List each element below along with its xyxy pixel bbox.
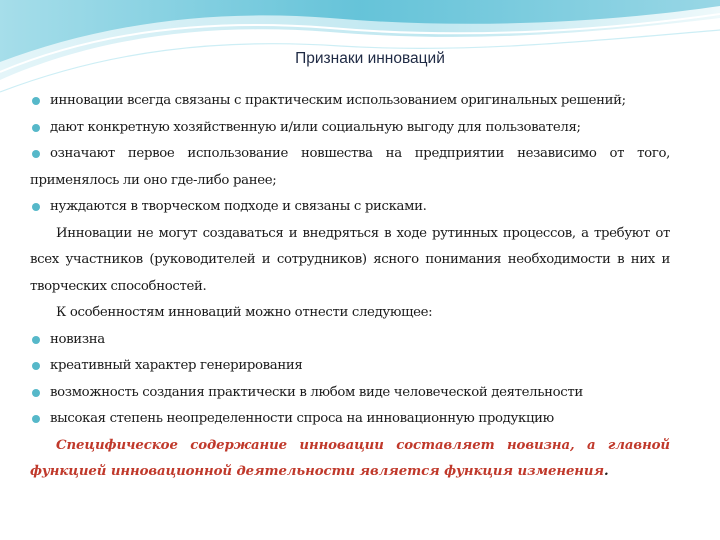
bullet-icon xyxy=(32,336,40,344)
list-item: креативный характер генерирования xyxy=(30,353,670,380)
list-item: новизна xyxy=(30,327,670,354)
slide-body xyxy=(30,88,670,486)
bullet-icon xyxy=(32,203,40,211)
list-item: нуждаются в творческом подходе и связаны с рисками. xyxy=(30,194,670,221)
bullet-icon xyxy=(32,150,40,158)
list-item: означают первое использование новшества на предприятии независимо от того, применялось ли оно где-либо ранее; xyxy=(30,146,670,188)
slide-title: Признаки инноваций xyxy=(295,50,445,67)
list-item: высокая степень неопределенности спроса на инновационную продукцию xyxy=(30,406,670,433)
bullet-icon xyxy=(32,415,40,423)
list-item: инновации всегда связаны с практическим использованием оригинальных решений; xyxy=(30,88,670,115)
list-item: возможность создания практически в любом виде человеческой деятельности xyxy=(30,380,670,407)
conclusion-text: Специфическое содержание инновации составляет новизна, а главной функцией инновационной деятельности является функция изменения. xyxy=(30,437,670,479)
bullet-icon xyxy=(32,362,40,370)
bullet-icon xyxy=(32,97,40,105)
paragraph: К особенностям инноваций можно отнести следующее: xyxy=(56,305,433,320)
bullet-icon xyxy=(32,389,40,397)
paragraph: Инновации не могут создаваться и внедряться в ходе рутинных процессов, а требуют от всех участников (руководителей и сотрудников) ясного понимания необходимости в них и творческих способностей. xyxy=(30,225,670,294)
bullet-icon xyxy=(32,124,40,132)
list-item: дают конкретную хозяйственную и/или социальную выгоду для пользователя; xyxy=(30,115,670,142)
